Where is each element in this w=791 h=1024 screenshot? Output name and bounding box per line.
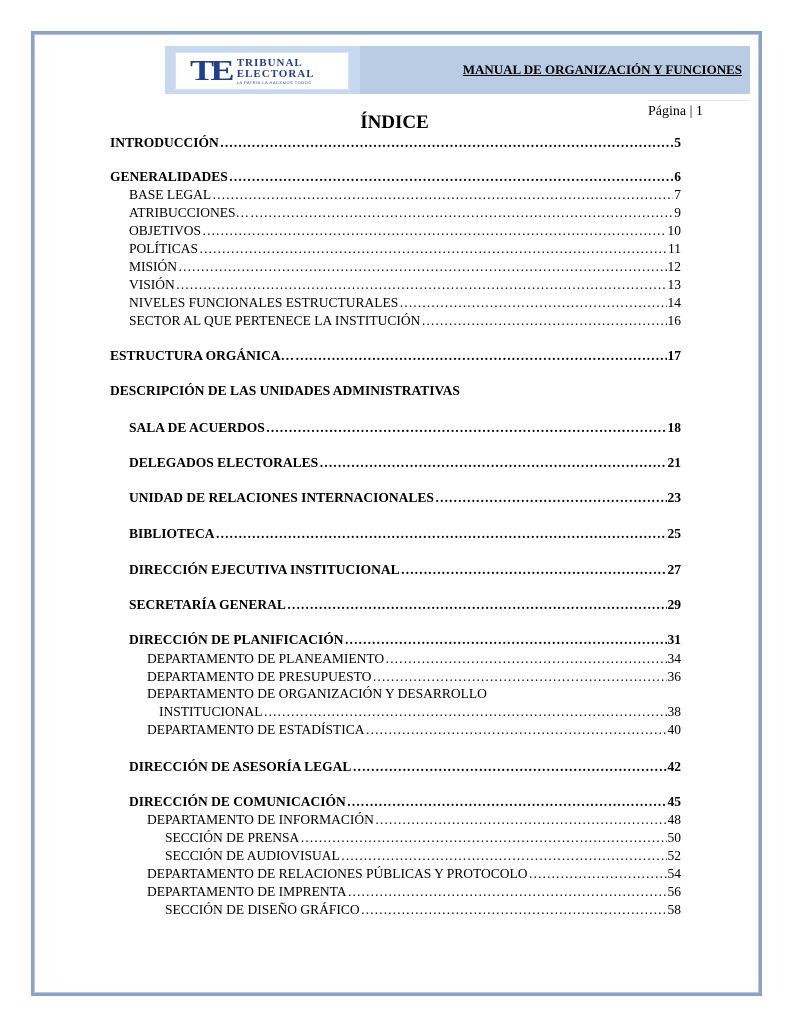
toc-leader-dots [347,794,667,810]
toc-leader-dots [319,455,666,471]
toc-leader-dots [352,759,666,775]
toc-entry-label: SECCIÓN DE PRENSA [165,830,300,845]
toc-entry-label: NIVELES FUNCIONALES ESTRUCTURALES [129,295,399,310]
toc-entry-label: ESTRUCTURA ORGÁNICA… [110,348,295,363]
toc-leader-dots [421,313,666,329]
toc-leader-dots [295,348,666,364]
toc-entry[interactable] [147,669,681,685]
toc-entry-page: 48 [667,812,681,827]
toc-entry[interactable] [147,722,681,738]
toc-entry-page: 40 [667,722,681,737]
toc-leader-dots [264,704,667,720]
toc-leader-dots [345,632,667,648]
toc-entry-label: ATRIBUCCIONES… [129,205,250,220]
toc-entry-page: 13 [667,277,681,292]
toc-entry[interactable] [129,223,681,239]
toc-leader-dots [385,651,666,667]
toc-entry[interactable] [165,902,681,918]
toc-leader-dots [176,277,667,293]
toc-entry-page: 29 [667,597,681,612]
toc-entry-label: VISIÓN [129,277,175,292]
toc-leader-dots [372,669,666,685]
toc-entry-label: GENERALIDADES [110,169,228,184]
toc-leader-dots [266,420,667,436]
toc-entry-label: BIBLIOTECA [129,526,215,541]
toc-entry[interactable] [110,169,681,185]
toc-entry[interactable] [129,455,681,471]
toc-entry-page: 12 [667,259,681,274]
toc-leader-dots [529,866,667,882]
toc-entry-page: 5 [674,135,681,150]
toc-leader-dots [202,223,666,239]
toc-entry-label: SECTOR AL QUE PERTENECE LA INSTITUCIÓN [129,313,421,328]
toc-entry-label: DIRECCIÓN DE PLANIFICACIÓN [129,632,344,647]
toc-entry-label: POLÍTICAS [129,241,199,256]
toc-entry[interactable] [165,848,681,864]
toc-entry-page: 14 [667,295,681,310]
toc-entry[interactable] [129,295,681,311]
toc-entry-page: 45 [667,794,681,809]
toc-entry-page: 50 [667,830,681,845]
toc-entry-page: 56 [667,884,681,899]
toc-entry-page: 38 [667,704,681,719]
toc-entry-page: 18 [667,420,681,435]
toc-entry-page: 9 [674,205,681,220]
toc-entry-label: DEPARTAMENTO DE RELACIONES PÚBLICAS Y PROTOCOLO [147,866,528,881]
toc-entry-label: SECCIÓN DE AUDIOVISUAL [165,848,340,863]
toc-entry-label-line1[interactable]: DEPARTAMENTO DE ORGANIZACIÓN Y DESARROLLO [147,686,487,701]
header-logo-cell [165,46,360,94]
toc-entry-label: SECRETARÍA GENERAL [129,597,286,612]
logo-line2: ELECTORAL [236,67,315,80]
toc-entry-label: SECCIÓN DE DISEÑO GRÁFICO [165,902,360,917]
toc-entry[interactable] [147,866,681,882]
toc-heading-text: ÍNDICE [360,112,429,133]
toc-entry[interactable] [129,187,681,203]
logo-wordmark [237,58,315,85]
page-number-rule [648,100,750,101]
toc-leader-dots [366,722,667,738]
toc-entry-label: DELEGADOS ELECTORALES [129,455,319,470]
toc-entry[interactable] [147,651,681,667]
toc-entry-page: 23 [667,490,681,505]
toc-leader-dots [300,830,666,846]
toc-entry[interactable] [129,420,681,436]
toc-entry-page: 58 [667,902,681,917]
toc-entry-label: DEPARTAMENTO DE INFORMACIÓN [147,812,374,827]
toc-entry-label: DEPARTAMENTO DE PLANEAMIENTO [147,651,385,666]
toc-entry-label: DEPARTAMENTO DE IMPRENTA [147,884,347,899]
toc-entry[interactable] [129,241,681,257]
document-header [165,46,750,94]
toc-entry-label: INSTITUCIONAL [159,704,263,719]
toc-entry-label: DIRECCIÓN EJECUTIVA INSTITUCIONAL [129,562,400,577]
toc-entry[interactable] [129,313,681,329]
toc-entry-page: 27 [667,562,681,577]
manual-title: MANUAL DE ORGANIZACIÓN Y FUNCIONES [462,62,742,77]
toc-entry[interactable] [165,830,681,846]
toc-entry[interactable] [129,597,681,613]
toc-entry[interactable] [129,632,681,648]
toc-leader-dots [250,205,673,221]
toc-entry[interactable] [129,526,681,542]
toc-leader-dots [220,135,673,151]
toc-entry[interactable] [129,277,681,293]
toc-leader-dots [212,187,673,203]
toc-entry-label: BASE LEGAL [129,187,212,202]
toc-leader-dots [199,241,667,257]
logo-tagline: LA PATRIA LA HACEMOS TODOS [236,79,312,85]
logo-line1: TRIBUNAL [236,56,303,69]
toc-entry-label: DEPARTAMENTO DE PRESUPUESTO [147,669,372,684]
toc-entry-label: SALA DE ACUERDOS [129,420,265,435]
toc-entry-page: 7 [674,187,681,202]
toc-entry-page: 42 [667,759,681,774]
toc-leader-dots [435,490,667,506]
toc-entry[interactable] [129,259,681,275]
toc-entry-label: DEPARTAMENTO DE ESTADÍSTICA [147,722,365,737]
toc-entry[interactable] [147,884,681,900]
toc-entry-page: 10 [667,223,681,238]
toc-entry-page: 21 [667,455,681,470]
toc-entry[interactable] [129,490,681,506]
toc-leader-dots [399,295,666,311]
header-title-cell [360,46,750,94]
toc-entry-page: 52 [667,848,681,863]
toc-entry[interactable] [110,348,681,364]
toc-leader-dots [375,812,667,828]
toc-entry-page: 6 [674,169,681,184]
toc-heading [0,112,791,134]
toc-leader-dots [287,597,667,613]
toc-entry-page: 17 [667,348,681,363]
toc-entry[interactable] [129,794,681,810]
toc-leader-dots [229,169,673,185]
page-number: Página | 1 [648,104,703,119]
toc-entry-page: 11 [668,241,681,256]
logo-monogram: TE [190,54,231,87]
toc-section-heading: DESCRIPCIÓN DE LAS UNIDADES ADMINISTRATIVAS [110,383,460,398]
toc-leader-dots [348,884,667,900]
toc-entry-page: 34 [667,651,681,666]
toc-leader-dots [216,526,667,542]
toc-entry-page: 25 [667,526,681,541]
toc-entry-label: OBJETIVOS [129,223,202,238]
tribunal-electoral-logo [175,52,349,90]
toc-leader-dots [178,259,666,275]
toc-entry-label: UNIDAD DE RELACIONES INTERNACIONALES [129,490,434,505]
toc-entry-label: DIRECCIÓN DE COMUNICACIÓN [129,794,346,809]
toc-entry-label: DIRECCIÓN DE ASESORÍA LEGAL [129,759,352,774]
toc-entry-page: 36 [667,669,681,684]
toc-entry[interactable] [129,759,681,775]
toc-leader-dots [361,902,667,918]
toc-entry-label: INTRODUCCIÓN [110,135,219,150]
toc-entry[interactable] [147,812,681,828]
toc-entry-page: 31 [667,632,681,647]
toc-entry-page: 54 [667,866,681,881]
toc-entry-page: 16 [667,313,681,328]
toc-entry[interactable] [129,562,681,578]
toc-entry[interactable] [129,205,681,221]
toc-leader-dots [341,848,667,864]
toc-entry[interactable] [110,135,681,151]
toc-entry[interactable] [159,704,681,720]
toc-entry-label: MISIÓN [129,259,178,274]
toc-leader-dots [401,562,667,578]
